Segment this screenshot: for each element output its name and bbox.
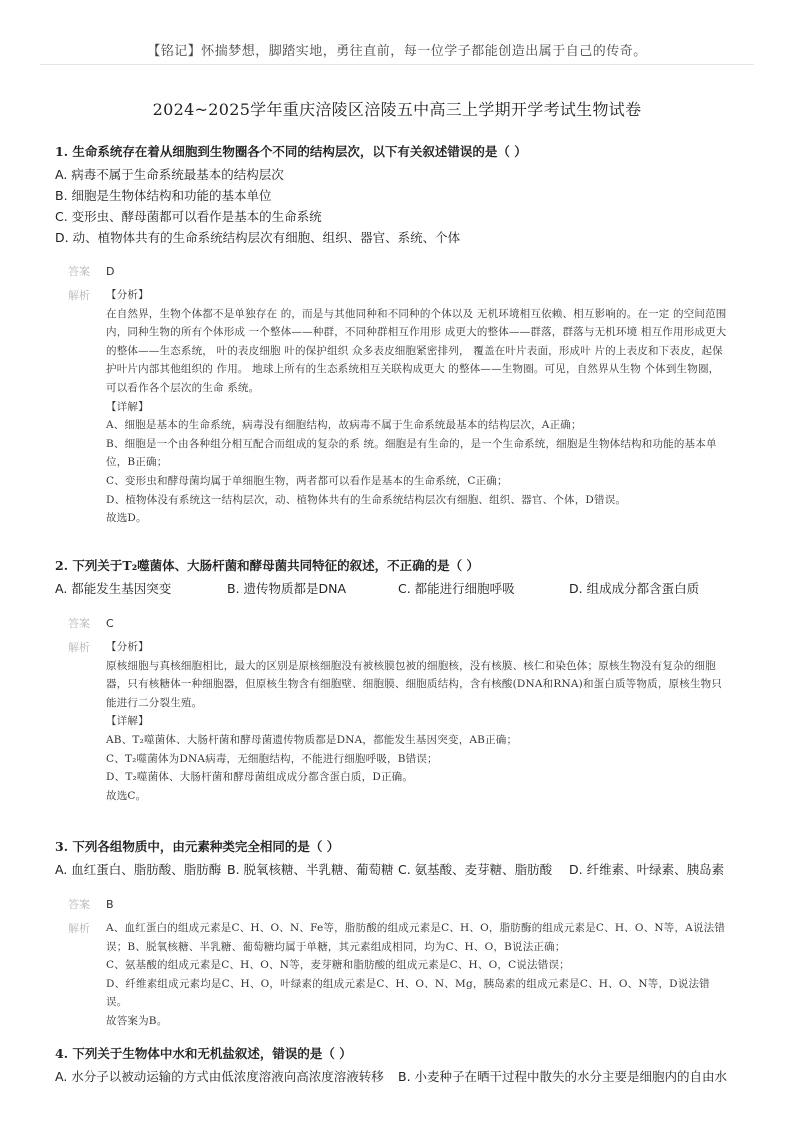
option-a: A. 病毒不属于生命系统最基本的结构层次 [55, 167, 284, 182]
question-stem: 4. 下列关于生物体中水和无机盐叙述，错误的是（ ） [55, 1046, 352, 1061]
answer-row [68, 263, 114, 279]
analysis-label: 解析 [68, 641, 90, 654]
answer-label: 答案 [68, 265, 90, 278]
analysis-line: 在自然界，生物个体都不是单独存在 的，而是与其他同种和不同种的个体以及 无机环境相互依赖、相互影响的。在一定 的空间范围内，同种生物的所有个体形成 一个整体——种群，不同种群相互作用形 成更大的整体——群落，群落与无机环境 相互作用形成更大的整体——生态系统， 叶的表皮细胞 叶的保护组织 众多表皮细胞紧密排列， 覆盖在叶片表面，形成叶 片的上表皮和下表皮，起保护叶片内部其他组织的 作用。 地球上所有的生态系统相互关联构成更大 的整体——生物圈。可见，自然界从生物 个体到生物圈，可以看作各个层次的生命 系统。 [106, 307, 727, 394]
analysis-line: D、纤维素组成元素均是C、H、O，叶绿素的组成元素是C、H、O、N、Mg，胰岛素的组成元素是C、H、O、N等，D说法错误。 [106, 977, 710, 1009]
analysis-line: 【详解】 [106, 400, 149, 413]
answer-label: 答案 [68, 617, 90, 630]
page-title: 2024~2025学年重庆涪陵区涪陵五中高三上学期开学考试生物试卷 [152, 100, 642, 119]
analysis-block [68, 638, 728, 805]
answer-value: B [106, 898, 114, 911]
question-2 [55, 557, 745, 599]
option-d: D. 组成成分都含蛋白质 [569, 581, 700, 596]
analysis-line: 故选C。 [106, 789, 147, 802]
option-a: A. 都能发生基因突变 [55, 581, 172, 596]
analysis-block [68, 286, 728, 528]
analysis-label: 解析 [68, 289, 90, 302]
option-d: D. 动、植物体共有的生命系统结构层次有细胞、组织、器官、系统、个体 [55, 230, 461, 245]
analysis-line: 原核细胞与真核细胞相比，最大的区别是原核细胞没有被核膜包被的细胞核，没有核膜、核仁和染色体；原核生物没有复杂的细胞器，只有核糖体一种细胞器，但原核生物含有细胞壁、细胞膜、细胞质结构，含有核酸(DNA和RNA)和蛋白质等物质，原核生物只能进行二分裂生殖。 [106, 659, 723, 709]
option-a: A. 血红蛋白、脂肪酸、脂肪酶 [55, 862, 222, 877]
question-4 [55, 1045, 745, 1087]
analysis-line: C、变形虫和酵母菌均属于单细胞生物，两者都可以看作是基本的生命系统，C正确； [106, 474, 508, 487]
option-b: B. 小麦种子在晒干过程中散失的水分主要是细胞内的自由水 [398, 1069, 728, 1084]
analysis-line: AB、T₂噬菌体、大肠杆菌和酵母菌遗传物质都是DNA，都能发生基因突变，AB正确； [106, 733, 518, 746]
answer-label: 答案 [68, 898, 90, 911]
option-b: B. 脱氧核糖、半乳糖、葡萄糖 [227, 862, 394, 877]
answer-value: D [106, 265, 115, 278]
option-b: B. 遗传物质都是DNA [227, 581, 347, 596]
analysis-block [68, 919, 728, 1031]
motto-banner: 【铭记】怀揣梦想，脚踏实地，勇往直前，每一位学子都能创造出属于自己的传奇。 [147, 44, 647, 59]
analysis-line: A、血红蛋白的组成元素是C、H、O、N、Fe等，脂肪酸的组成元素是C、H、O，脂肪酶的组成元素是C、H、O、N等，A说法错误；B、脱氧核糖、半乳糖、葡萄糖均属于单糖，其元素组成相同，均为C、H、O，B说法正确； [106, 922, 726, 953]
answer-row [68, 615, 114, 631]
analysis-line: 【详解】 [106, 715, 149, 728]
question-stem: 1. 生命系统存在着从细胞到生物圈各个不同的结构层次，以下有关叙述错误的是（ ） [55, 144, 527, 159]
question-3 [55, 838, 745, 880]
analysis-line: C、T₂噬菌体为DNA病毒，无细胞结构，不能进行细胞呼吸，B错误； [106, 752, 438, 765]
question-1 [55, 143, 745, 248]
option-c: C. 都能进行细胞呼吸 [398, 581, 515, 596]
analysis-line: D、T₂噬菌体、大肠杆菌和酵母菌组成成分都含蛋白质，D正确。 [106, 771, 414, 784]
analysis-line: 【分析】 [106, 641, 149, 653]
analysis-line: D、植物体没有系统这一结构层次，动、植物体共有的生命系统结构层次有细胞、组织、器官、个体，D错误。 [106, 493, 627, 506]
analysis-line: 故选D。 [106, 512, 147, 525]
analysis-line: 故答案为B。 [106, 1014, 168, 1027]
analysis-line: 【分析】 [106, 289, 149, 301]
option-c: C. 氨基酸、麦芽糖、脂肪酸 [398, 862, 553, 877]
option-a: A. 水分子以被动运输的方式由低浓度溶液向高浓度溶液转移 [55, 1069, 384, 1084]
question-stem: 3. 下列各组物质中，由元素种类完全相同的是（ ） [55, 839, 340, 854]
option-d: D. 纤维素、叶绿素、胰岛素 [569, 862, 725, 877]
header-divider [40, 64, 754, 65]
analysis-line: B、细胞是一个由各种组分相互配合而组成的复杂的系 统。细胞是有生命的，是一个生命系统，细胞是生物体结构和功能的基本单位，B正确； [106, 437, 717, 469]
question-stem: 2. 下列关于T₂噬菌体、大肠杆菌和酵母菌共同特征的叙述，不正确的是（ ） [55, 558, 480, 573]
analysis-label: 解析 [68, 922, 90, 935]
analysis-line: C、氨基酸的组成元素是C、H、O、N等，麦芽糖和脂肪酸的组成元素是C、H、O，C说法错误； [106, 959, 570, 972]
analysis-line: A、细胞是基本的生命系统，病毒没有细胞结构，故病毒不属于生命系统最基本的结构层次，A正确； [106, 419, 582, 432]
option-b: B. 细胞是生物体结构和功能的基本单位 [55, 188, 272, 203]
answer-row [68, 896, 114, 912]
option-c: C. 变形虫、酵母菌都可以看作是基本的生命系统 [55, 209, 322, 224]
answer-value: C [106, 617, 114, 630]
